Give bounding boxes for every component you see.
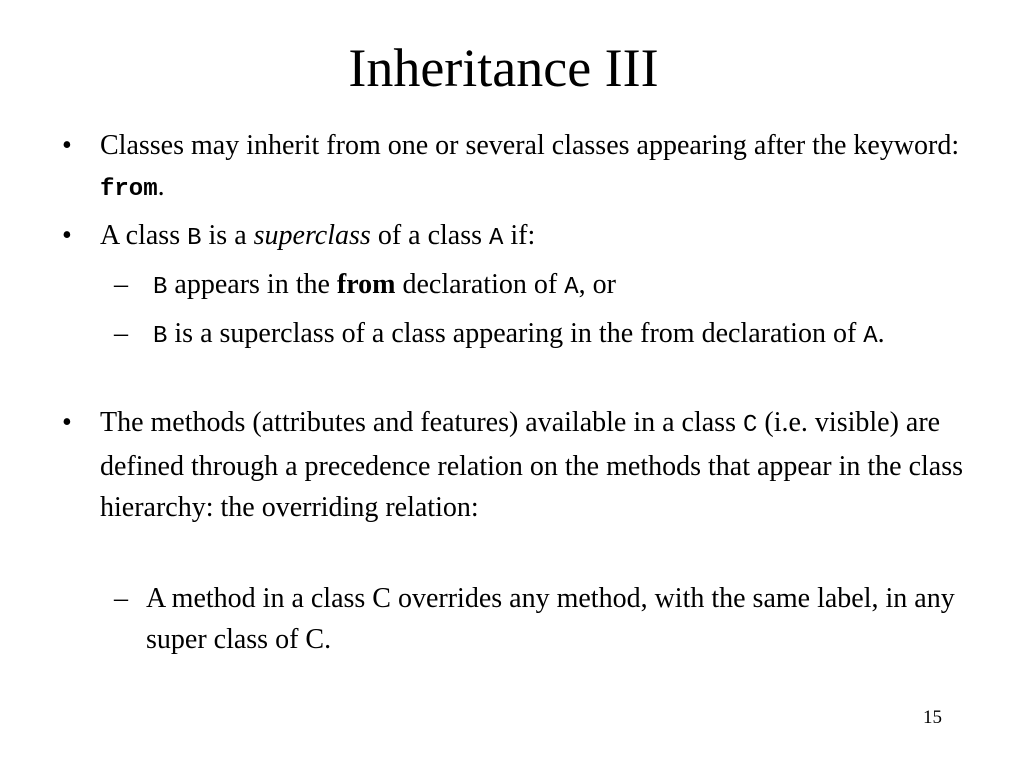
- sub-bullet-from-declaration: [114, 264, 986, 308]
- bullet-superclass-definition: [62, 215, 980, 259]
- keyword-from-code: from: [100, 176, 158, 203]
- bullet-text: declaration of: [395, 269, 565, 300]
- bullet-text: is a: [201, 220, 254, 251]
- bullet-text: if:: [503, 220, 536, 251]
- dash-marker: –: [114, 318, 128, 349]
- dash-marker: –: [114, 583, 128, 614]
- bullet-text: Classes may inherit from one or several classes appearing after the keyword:: [100, 130, 960, 161]
- bullet-marker: •: [62, 407, 72, 438]
- from-keyword: from: [336, 269, 396, 300]
- bullet-text: , or: [578, 269, 616, 300]
- class-a-code: A: [564, 274, 579, 301]
- slide-title: Inheritance III: [348, 38, 659, 98]
- page-number: 15: [923, 707, 942, 728]
- bullet-text: of a class: [370, 220, 489, 251]
- bullet-marker: •: [62, 130, 72, 161]
- bullet-text: A method in a class C overrides any method, with the same label, in any super class of C.: [146, 583, 955, 655]
- bullet-text: .: [157, 171, 165, 202]
- sub-bullet-transitive-superclass: [114, 313, 986, 357]
- bullet-text: .: [877, 318, 885, 349]
- class-a-code: A: [863, 323, 878, 350]
- dash-marker: –: [114, 269, 128, 300]
- bullet-text: (i.e. visible) are defined through a precedence relation on the methods that appear in the class hierarchy: the overriding relation:: [100, 407, 963, 523]
- class-b-code: B: [187, 225, 202, 252]
- bullet-marker: •: [62, 220, 72, 251]
- class-a-code: A: [489, 225, 504, 252]
- sub-bullet-overrides: [114, 578, 986, 660]
- bullet-text: The methods (attributes and features) available in a class: [100, 407, 743, 438]
- class-b-code: B: [153, 323, 168, 350]
- bullet-inherit-classes: [62, 125, 980, 210]
- class-c-code: C: [742, 412, 758, 439]
- bullet-text: is a superclass of a class appearing in the from declaration of: [167, 318, 864, 349]
- class-b-code: B: [153, 274, 168, 301]
- bullet-text: A class: [100, 220, 188, 251]
- superclass-term: superclass: [253, 220, 371, 251]
- bullet-methods-precedence: [62, 402, 980, 528]
- bullet-text: appears in the: [167, 269, 337, 300]
